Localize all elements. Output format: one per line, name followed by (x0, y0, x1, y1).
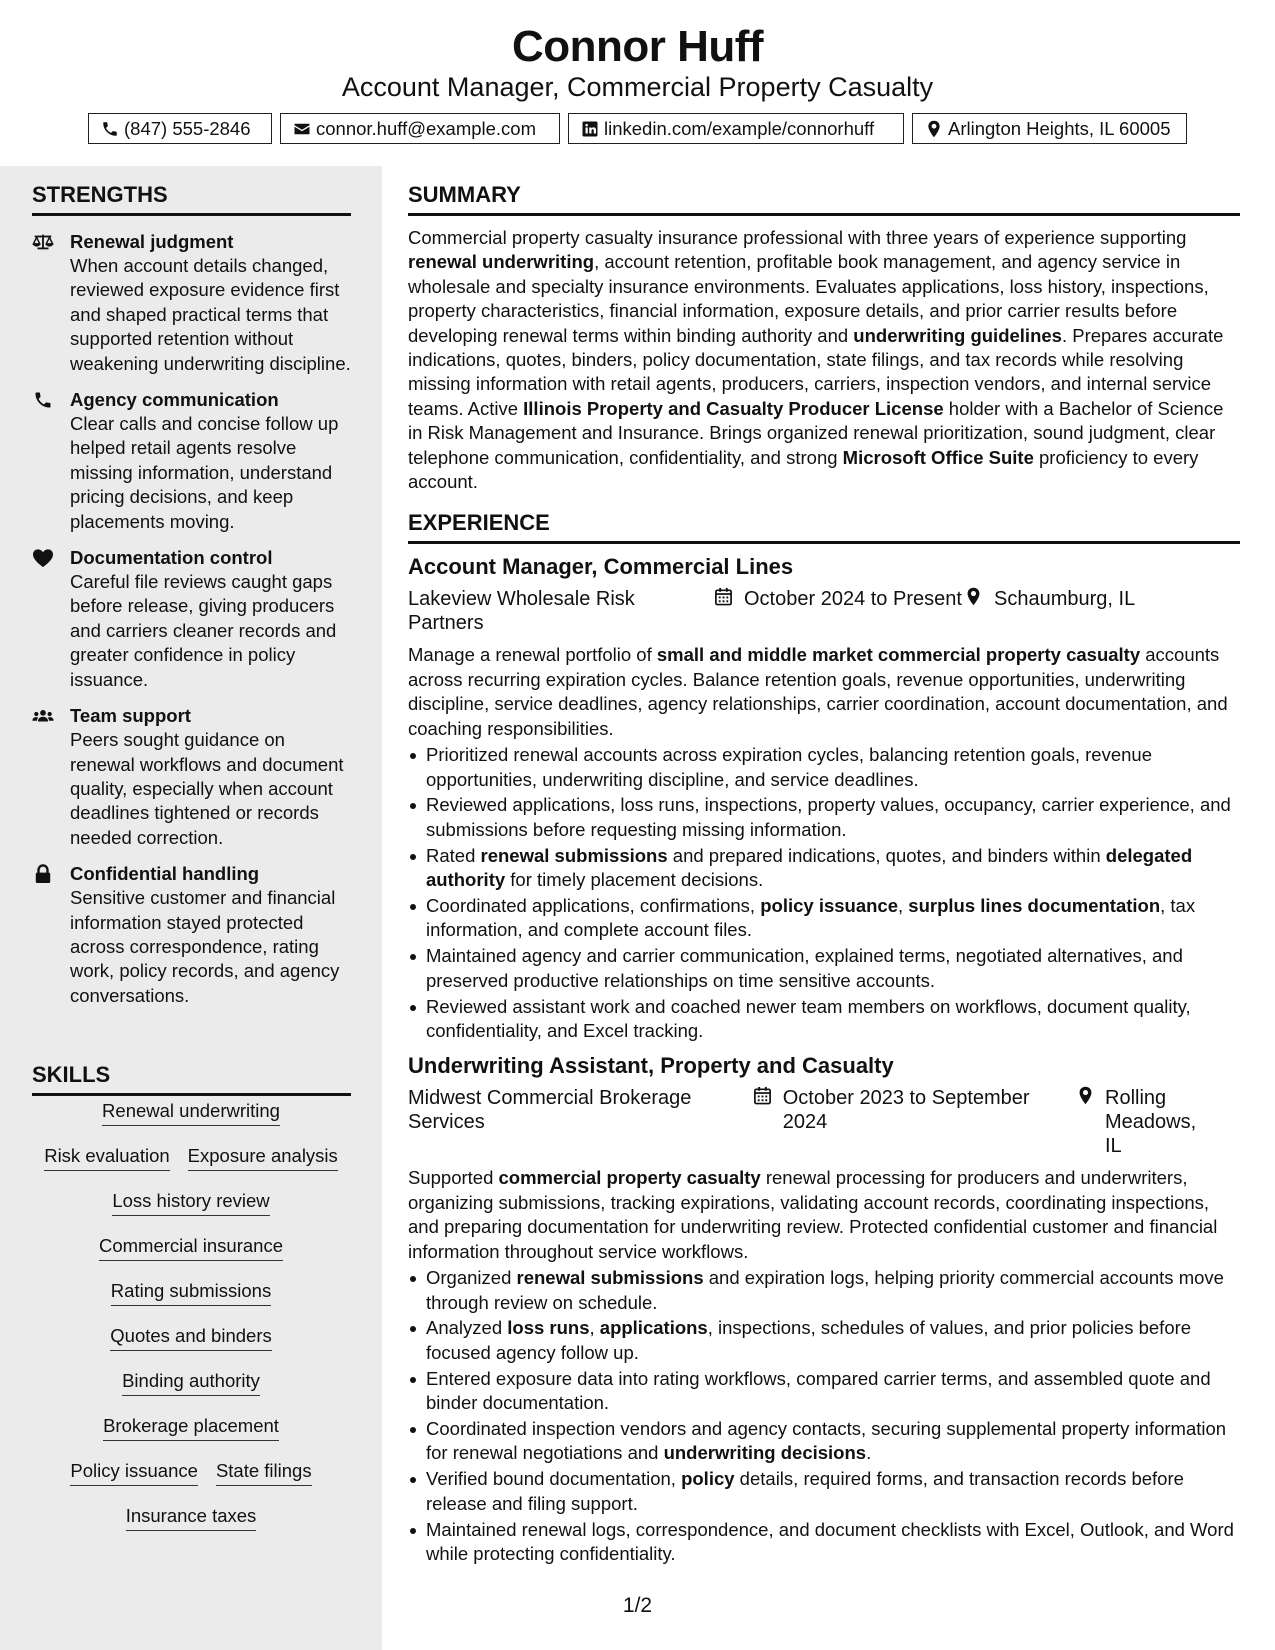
bold-keyword: small and middle market commercial property casualty (656, 644, 1141, 666)
main-content (408, 166, 1240, 1586)
skill-row (0, 1216, 382, 1261)
contact-bar (0, 113, 1275, 144)
strength-item (32, 862, 352, 1008)
bullet-item: Analyzed loss runs, applications, inspections, schedules of values, and prior policies before focused agency follow up. (408, 1316, 1240, 1365)
strength-desc: Peers sought guidance on renewal workflows and document quality, especially when account deadlines tightened or records needed correction. (70, 729, 344, 848)
skills-section (0, 1062, 382, 1531)
bold-keyword: applications (599, 1317, 708, 1339)
job-company: Midwest Commercial Brokerage Services (408, 1087, 692, 1134)
skill-row (0, 1396, 382, 1441)
job-meta (408, 1086, 1240, 1158)
page-number: 1/2 (622, 1594, 653, 1617)
experience-section (408, 510, 1240, 1566)
job-dates: October 2023 to September 2024 (782, 1087, 1030, 1134)
strengths-heading: STRENGTHS (32, 182, 351, 216)
job-title: Underwriting Assistant, Property and Casualty (408, 1053, 894, 1079)
linkedin-chip[interactable] (568, 113, 904, 144)
linkedin-icon (581, 120, 599, 138)
strength-item (32, 546, 352, 692)
bullet-item: Reviewed assistant work and coached newer team members on workflows, document quality, confidentiality, and Excel tracking. (408, 995, 1240, 1044)
skill-tag: Risk evaluation (44, 1145, 169, 1171)
calendar-icon (714, 587, 734, 607)
calendar-icon (753, 1086, 773, 1106)
users-icon (32, 706, 54, 726)
job-description: Manage a renewal portfolio of small and middle market commercial property casualty accounts across recurring expiration cycles. Balance retention goals, revenue opportunities, underwriting discipline, service deadlines, agency relationships, carrier coordination, account documentation, and coaching responsibilities. (408, 644, 1228, 739)
email-text: connor.huff@example.com (316, 117, 537, 139)
job-dates-group (753, 1086, 1076, 1158)
bold-keyword: renewal submissions (516, 1267, 704, 1289)
experience-heading: EXPERIENCE (408, 510, 1240, 544)
candidate-name: Connor Huff (511, 22, 764, 71)
bullet-item: Organized renewal submissions and expiration logs, helping priority commercial accounts move through review on schedule. (408, 1266, 1240, 1315)
phone-icon (101, 120, 119, 138)
job-meta (408, 587, 1240, 635)
skill-row (0, 1441, 382, 1486)
phone-text: (847) 555-2846 (124, 117, 251, 139)
map-pin-icon (925, 120, 943, 138)
bold-keyword: underwriting guidelines (853, 324, 1062, 346)
bold-keyword: policy (681, 1468, 735, 1490)
skill-row (0, 1306, 382, 1351)
strength-desc: Careful file reviews caught gaps before release, giving producers and carriers cleaner records and greater confidence in policy issuance. (70, 571, 337, 690)
bullet-item: Verified bound documentation, policy details, required forms, and transaction records before release and filing support. (408, 1467, 1240, 1516)
skill-tag: Policy issuance (70, 1460, 198, 1486)
linkedin-text: linkedin.com/example/connorhuff (604, 117, 875, 139)
bullet-item: Coordinated applications, confirmations, policy issuance, surplus lines documentation, tax information, and complete account files. (408, 894, 1240, 943)
summary-text: Commercial property casualty insurance professional with three years of experience supporting renewal underwriting, account retention, profitable book management, and agency service in wholesale and specialty insurance environments. Evaluates applications, loss history, inspections, property characteristics, financial information, exposure details, and prior carrier results before developing renewal terms within binding authority and underwriting guidelines. Prepares accurate indications, quotes, binders, policy documentation, state filings, and tax records while resolving missing information with retail agents, producers, carriers, inspection vendors, and internal service teams. Active Illinois Property and Casualty Producer License holder with a Bachelor of Science in Risk Management and Insurance. Brings organized renewal prioritization, sound judgment, clear telephone communication, confidentiality, and strong Microsoft Office Suite proficiency to every account. (408, 227, 1224, 493)
map-pin-icon (964, 587, 984, 607)
strength-item (32, 230, 352, 376)
skill-tag: Quotes and binders (110, 1325, 271, 1351)
scale-icon (32, 232, 54, 252)
heart-icon (32, 548, 54, 568)
skill-tag: Renewal underwriting (102, 1100, 280, 1126)
skill-row (0, 1126, 382, 1171)
bold-keyword: Microsoft Office Suite (842, 446, 1034, 468)
skills-heading: SKILLS (32, 1062, 351, 1096)
bullet-item: Maintained renewal logs, correspondence, and document checklists with Excel, Outlook, and Word while protecting confidentiality. (408, 1518, 1240, 1567)
lock-icon (32, 864, 54, 884)
strength-item (32, 704, 352, 850)
strengths-section (0, 182, 352, 1008)
bullet-item: Coordinated inspection vendors and agency contacts, securing supplemental property information for renewal negotiations and underwriting decisions. (408, 1417, 1240, 1466)
bold-keyword: policy issuance (760, 895, 899, 917)
phone-icon (32, 390, 54, 410)
strength-title: Documentation control (70, 547, 273, 569)
job-description: Supported commercial property casualty renewal processing for producers and underwriters, organizing submissions, tracking expirations, validating account records, coordinating inspections, and preparing documentation for underwriting review. Protected confidential customer and financial information throughout service workflows. (408, 1167, 1218, 1262)
job-dates-group (714, 587, 964, 635)
bullet-item: Reviewed applications, loss runs, inspections, property values, occupancy, carrier experience, and submissions before requesting missing information. (408, 793, 1240, 842)
location-text: Arlington Heights, IL 60005 (948, 117, 1171, 139)
bold-keyword: Illinois Property and Casualty Producer License (523, 397, 944, 419)
sidebar (0, 166, 382, 1650)
strength-desc: Clear calls and concise follow up helped retail agents resolve missing information, understand pricing decisions, and keep placements moving. (70, 413, 339, 532)
bold-keyword: underwriting decisions (663, 1442, 867, 1464)
skill-tag: Brokerage placement (103, 1415, 279, 1441)
skill-tag: Loss history review (112, 1190, 269, 1216)
bold-keyword: commercial property casualty (498, 1167, 761, 1189)
skill-tag: Commercial insurance (99, 1235, 283, 1261)
strength-title: Team support (70, 705, 191, 727)
bold-keyword: surplus lines documentation (908, 895, 1161, 917)
skill-tag: State filings (216, 1460, 312, 1486)
envelope-icon (293, 120, 311, 138)
job-entry (408, 554, 1240, 1043)
email-chip[interactable] (280, 113, 560, 144)
skill-row (0, 1351, 382, 1396)
job-location: Schaumburg, IL (994, 588, 1136, 611)
map-pin-icon (1076, 1086, 1095, 1106)
bold-keyword: delegated authority (426, 844, 1193, 891)
job-dates: October 2024 to Present (744, 588, 962, 611)
resume-header (0, 0, 1275, 166)
summary-heading: SUMMARY (408, 182, 1240, 216)
bullet-item: Prioritized renewal accounts across expiration cycles, balancing retention goals, revenue opportunities, underwriting discipline, and service deadlines. (408, 743, 1240, 792)
bullet-item: Entered exposure data into rating workflows, compared carrier terms, and assembled quote and binder documentation. (408, 1367, 1240, 1416)
skill-tag: Binding authority (122, 1370, 260, 1396)
skill-row (0, 1486, 382, 1531)
strength-title: Agency communication (70, 389, 279, 411)
skill-tag: Rating submissions (111, 1280, 271, 1306)
phone-chip[interactable] (88, 113, 272, 144)
job-bullets (408, 1266, 1240, 1566)
bold-keyword: renewal submissions (480, 844, 668, 866)
job-bullets (408, 743, 1240, 1043)
location-chip (912, 113, 1187, 144)
summary-section (408, 182, 1240, 494)
job-company: Lakeview Wholesale Risk Partners (408, 588, 635, 635)
skill-row (0, 1171, 382, 1216)
job-location-group (964, 587, 1135, 635)
strength-title: Renewal judgment (70, 231, 234, 252)
bold-keyword: renewal underwriting (408, 251, 595, 273)
job-location-group (1076, 1086, 1216, 1158)
strength-desc: When account details changed, reviewed exposure evidence first and shaped practical terms that supported retention without weakening underwriting discipline. (70, 255, 351, 374)
strength-desc: Sensitive customer and financial information stayed protected across correspondence, rating work, policy records, and agency conversations. (70, 887, 340, 1006)
job-location: Rolling Meadows, IL (1105, 1087, 1197, 1158)
skill-tag: Exposure analysis (188, 1145, 338, 1171)
job-title: Account Manager, Commercial Lines (408, 554, 794, 580)
skills-list (0, 1096, 382, 1531)
bold-keyword: loss runs (507, 1317, 590, 1339)
bullet-item: Maintained agency and carrier communication, explained terms, negotiated alternatives, and preserved productive relationships on time sensitive accounts. (408, 944, 1240, 993)
strength-item (32, 388, 352, 534)
job-entry (408, 1053, 1240, 1566)
skill-row (0, 1096, 382, 1126)
skill-tag: Insurance taxes (126, 1505, 257, 1531)
strength-title: Confidential handling (70, 863, 260, 885)
candidate-title: Account Manager, Commercial Property Casualty (341, 72, 934, 102)
bullet-item: Rated renewal submissions and prepared indications, quotes, and binders within delegated authority for timely placement decisions. (408, 844, 1240, 893)
skill-row (0, 1261, 382, 1306)
